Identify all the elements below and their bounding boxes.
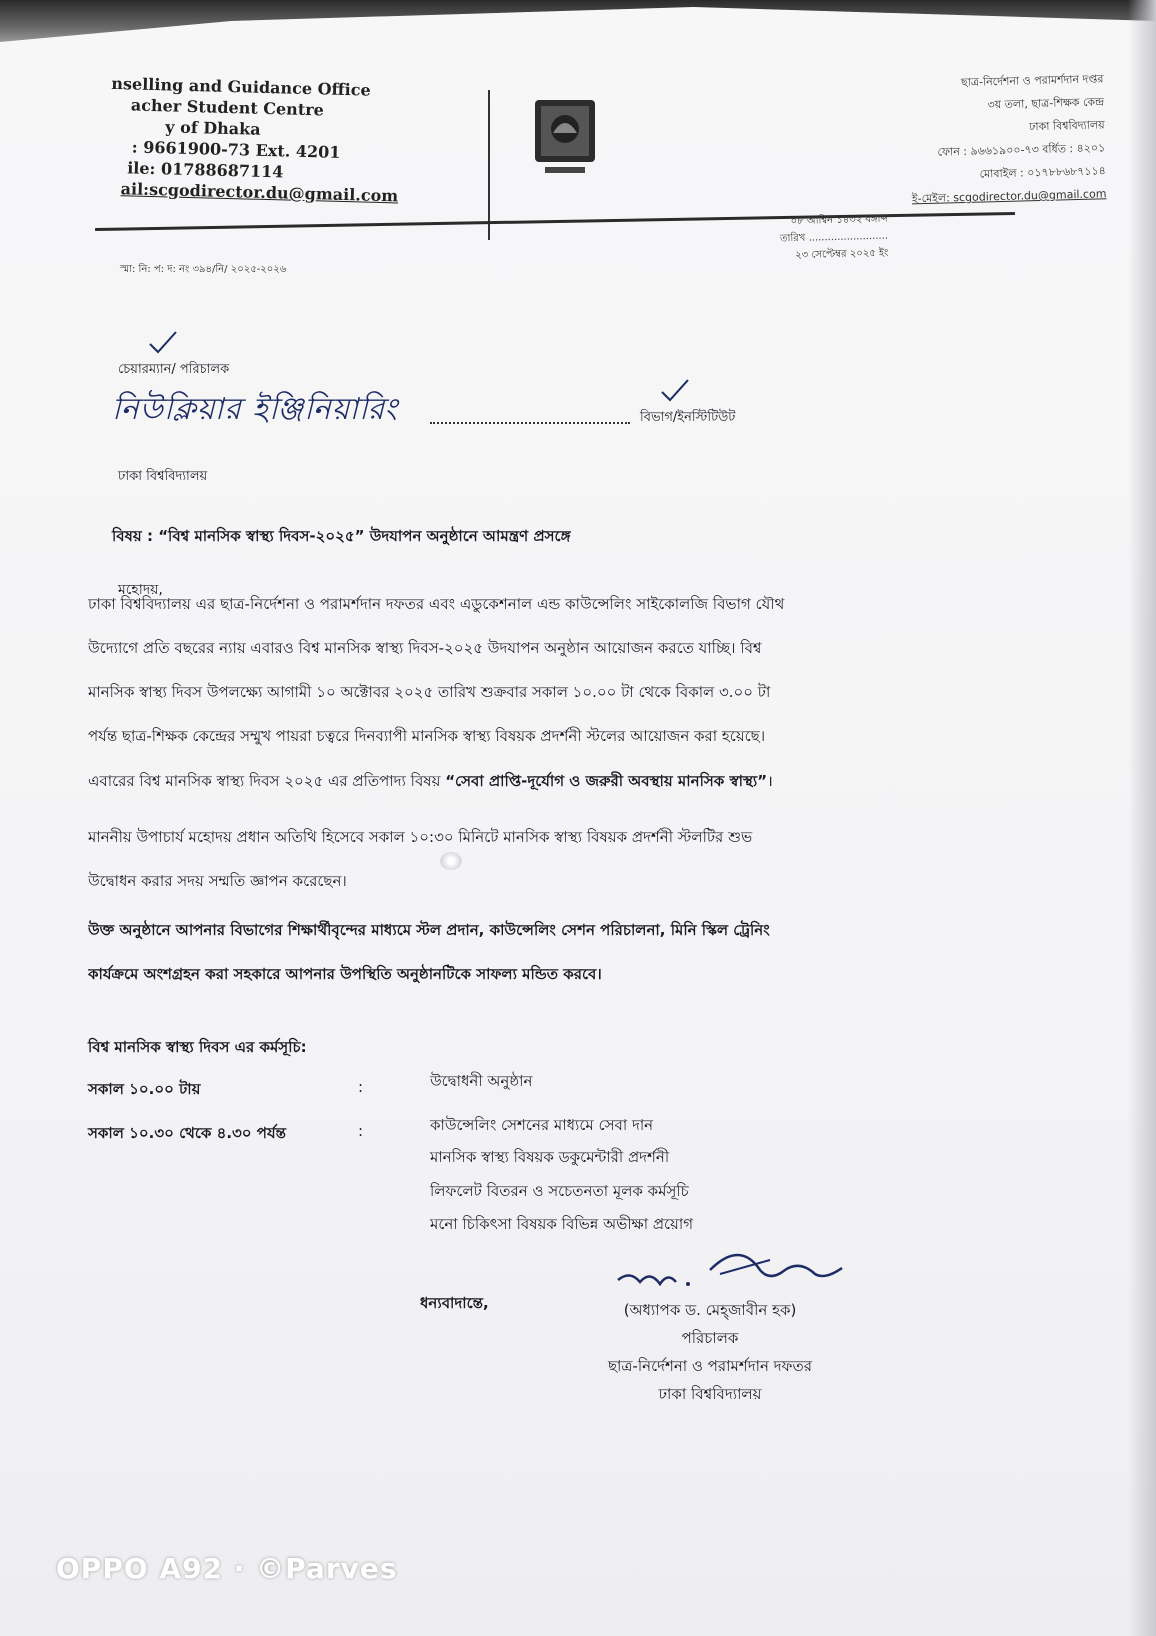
letterhead-english (108, 73, 501, 209)
letterhead-line: acher Student Centre (130, 95, 325, 120)
subject-line: বিষয় : “বিশ্ব মানসিক স্বাস্থ্য দিবস-২০২৫” উদযাপন অনুষ্ঠানে আমন্ত্রণ প্রসঙ্গে (112, 527, 571, 545)
schedule-item: মানসিক স্বাস্থ্য বিষয়ক ডকুমেন্টারী প্রদর্শনী (430, 1148, 670, 1166)
letterhead-line: ঢাকা বিশ্ববিদ্যালয় (1029, 118, 1105, 134)
camera-watermark: OPPO A92 · ©Parves (56, 1552, 398, 1585)
recipient-department-handwritten: নিউক্লিয়ার ইঞ্জিনিয়ারিং (112, 392, 399, 427)
recipient-title: চেয়ারম্যান/ পরিচালক (118, 362, 230, 377)
signatory-university: ঢাকা বিশ্ববিদ্যালয় (658, 1385, 762, 1403)
reference-number: স্মা: নি: প: দ: নং ৩৯৪/নি/ ২০২৫-২০২৬ (120, 264, 287, 275)
paragraph-line: মানসিক স্বাস্থ্য দিবস উপলক্ষ্যে আগামী ১০ অক্টোবর ২০২৫ তারিখ শুক্রবার সকাল ১০.০০ টা থেকে বিকাল ৩.০০ টা (88, 683, 771, 701)
schedule-item: উদ্বোধনী অনুষ্ঠান (430, 1072, 533, 1090)
date-bangla: ০৮ আশ্বিন ১৪৩২ বঙ্গাব্দ (790, 213, 888, 228)
letterhead-line: : 9661900-73 Ext. 4201 (131, 137, 341, 162)
date-label: তারিখ ......................... (779, 230, 889, 245)
paragraph-line: কার্যক্রমে অংশগ্রহন করা সহকারে আপনার উপস্থিতি অনুষ্ঠানটিকে সাফল্য মন্ডিত করবে। (88, 965, 602, 983)
paragraph-line: উক্ত অনুষ্ঠানে আপনার বিভাগের শিক্ষার্থীবৃন্দের মাধ্যমে স্টল প্রদান, কাউন্সেলিং সেশন পরিচালনা, মিনি স্কিল ট্রেনিং (88, 921, 770, 939)
salutation: মহোদয়, (118, 582, 163, 598)
theme-quote: “সেবা প্রাপ্তি-দূর্যোগ ও জরুরী অবস্থায় মানসিক স্বাস্থ্য” (445, 772, 768, 790)
schedule-time: সকাল ১০.০০ টায় (88, 1080, 201, 1098)
recipient-university: ঢাকা বিশ্ববিদ্যালয় (118, 469, 208, 484)
theme-prefix: এবারের বিশ্ব মানসিক স্বাস্থ্য দিবস ২০২৫ এর প্রতিপাদ্য বিষয় (88, 772, 441, 790)
paragraph-2 (88, 815, 988, 903)
letterhead-line: y of Dhaka (165, 117, 261, 139)
checkmark-icon (660, 378, 690, 404)
letterhead-bangla (743, 67, 1106, 214)
schedule-item: কাউন্সেলিং সেশনের মাধ্যমে সেবা দান (430, 1116, 654, 1134)
date-block (779, 211, 888, 265)
letterhead-divider (488, 90, 490, 240)
paragraph-line: উদ্যোগে প্রতি বছরের ন্যায় এবারও বিশ্ব মানসিক স্বাস্থ্য দিবস-২০২৫ উদযাপন অনুষ্ঠান আয়োজন করতে যাচ্ছি। বিশ্ব (88, 639, 762, 657)
signatory-block (560, 1296, 860, 1408)
signatory-name: (অধ্যাপক ড. মেহ্‌জাবীন হক) (623, 1301, 797, 1319)
checkmark-icon (148, 330, 178, 356)
paragraph-line: মাননীয় উপাচার্য মহোদয় প্রধান অতিথি হিসেবে সকাল ১০:৩০ মিনিটে মানসিক স্বাস্থ্য বিষয়ক প্রদর্শনী স্টলটির শুভ (88, 828, 753, 846)
paragraph-line: ঢাকা বিশ্ববিদ্যালয় এর ছাত্র-নির্দেশনা ও পরামর্শদান দফতর এবং এডুকেশনাল এন্ড কাউন্সেলিং সাইকোলজি বিভাগ যৌথ (88, 595, 785, 613)
paper-smudge (440, 852, 462, 870)
letterhead-line: nselling and Guidance Office (111, 73, 371, 100)
theme-line (88, 770, 773, 795)
theme-end: । (767, 772, 773, 790)
schedule-item: মনো চিকিৎসা বিষয়ক বিভিন্ন অভীক্ষা প্রয়োগ (430, 1215, 694, 1233)
signatory-designation: পরিচালক (681, 1329, 739, 1347)
letterhead-line: ile: 01788687114 (126, 158, 284, 182)
schedule-time: সকাল ১০.৩০ থেকে ৪.৩০ পর্যন্ত (88, 1124, 286, 1142)
signatory-office: ছাত্র-নির্দেশনা ও পরামর্শদান দফতর (607, 1357, 813, 1375)
schedule-item: লিফলেট বিতরন ও সচেতনতা মূলক কর্মসূচি (430, 1182, 689, 1200)
letterhead-email: ail:scgodirector.du@gmail.com (120, 179, 399, 206)
university-seal-icon (525, 95, 605, 185)
page-edge-shadow (1128, 0, 1156, 1636)
letterhead-line: মোবাইল : ০১৭৮৮৬৮৭১১৪ (979, 164, 1107, 181)
letterhead-email: ই-মেইল: scgodirector.du@gmail.com (911, 187, 1107, 206)
letterhead-line: ৩য় তলা, ছাত্র-শিক্ষক কেন্দ্র (987, 95, 1105, 112)
closing: ধন্যবাদান্তে, (420, 1294, 489, 1312)
paragraph-line: পর্যন্ত ছাত্র-শিক্ষক কেন্দ্রের সম্মুখ পায়রা চত্বরে দিনব্যাপী মানসিক স্বাস্থ্য বিষয়ক প্রদর্শনী স্টলের আয়োজন করা হয়েছে। (88, 727, 766, 745)
letterhead (95, 70, 1107, 230)
fill-in-line (430, 422, 630, 424)
recipient-department-suffix: বিভাগ/ইনস্টিটিউট (640, 410, 736, 425)
letterhead-line: ফোন : ৯৬৬১৯০০-৭৩ বর্ধিত : ৪২০১ (937, 141, 1106, 159)
schedule-heading: বিশ্ব মানসিক স্বাস্থ্য দিবস এর কর্মসূচি: (88, 1038, 307, 1056)
letterhead-line: ছাত্র-নির্দেশনা ও পরামর্শদান দপ্তর (960, 72, 1104, 90)
date-english: ২৩ সেপ্টেম্বর ২০২৫ ইং (795, 247, 889, 262)
paragraph-line: উদ্বোধন করার সদয় সম্মতি জ্ঞাপন করেছেন। (88, 872, 347, 890)
signature-icon (610, 1240, 850, 1300)
schedule-colon: : (358, 1078, 364, 1096)
schedule-colon: : (358, 1122, 364, 1140)
paragraph-3 (88, 908, 988, 996)
paragraph-1 (88, 582, 988, 758)
